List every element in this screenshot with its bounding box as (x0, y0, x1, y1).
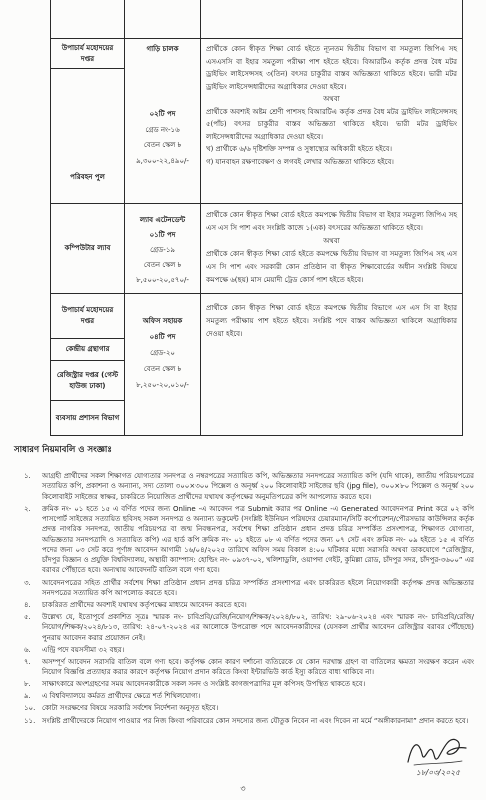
table-continued-cell (50, 0, 125, 39)
pay-scale: ৯,৩০০-২২,৪৯০/- (136, 156, 189, 165)
section-heading: সাধারণ নিয়মাবলি ও সংজ্ঞাঃ (14, 445, 112, 455)
signature-date: ১৮/০৩/২০২৫ (415, 768, 461, 777)
rule-number: ৩. (24, 578, 31, 587)
rule-number: ৫. (24, 613, 31, 622)
post-cell (124, 38, 201, 204)
rule-item (24, 679, 474, 689)
rule-text: সাক্ষাৎকারে অংশগ্রহণের সময় আবেদনকারীকে সকল সনদ ও সংশ্লিষ্ট কাগজপত্রাদির মূল কপিসহ উপস্থিত থাকতে হবে। (42, 680, 366, 689)
office-cell (50, 203, 125, 294)
office-cell (50, 400, 125, 436)
post-grade: গ্রেড নং-১৬ (145, 125, 180, 134)
office-cell (50, 293, 125, 339)
pay-scale-label: বেতন স্কেল ৳ (143, 141, 182, 149)
pay-scale: ৮,৫০০-২০,৫৭০/- (136, 276, 189, 284)
rule-number: ৯. (24, 692, 31, 701)
rule-number: ২. (24, 504, 31, 513)
qualification-cell (200, 38, 463, 204)
pay-scale-label: বেতন স্কেল ৳ (143, 261, 182, 269)
rule-number: ১. (24, 472, 31, 480)
office-name: কেন্দ্রীয় গ্রন্থাগার (65, 345, 110, 353)
qualification-cell (200, 293, 463, 436)
rule-item (24, 703, 474, 713)
office-cell (50, 38, 125, 69)
pay-scale-label: বেতন স্কেল ৳ (143, 365, 182, 373)
post-details (127, 107, 198, 169)
qualification-text: প্রার্থীকে কোন স্বীকৃত শিক্ষা বোর্ড হইতে কমপক্ষে দ্বিতীয় বিভাগ বা ইহার সমতুল্য জিপিএ সহ এস এস সি পাশ এবং সংশ্লিষ্ট কাজে ১(এক) বৎসরের অভিজ্ঞতা থাকিতে হইবে। (206, 211, 457, 232)
office-name: পরিবহন পুল (70, 173, 105, 181)
rule-number: ১১. (24, 716, 36, 725)
rule-text: আবেদনপত্রের সহিত প্রার্থীর সর্বশেষ শিক্ষা প্রতিষ্ঠান প্রধান প্রদত্ত চরিত্র সম্পর্কিত প্রসংশাপত্র এবং চাকরিরত হইলে নিয়োগকারী কর্তৃপক্ষ প্রদত্ত অভিজ্ঞতার সনদপত্রের সত্যায়িত কপি আপলোড করতে হবে। (42, 578, 474, 597)
office-cell (50, 68, 125, 204)
rule-number: ১০. (24, 704, 36, 713)
post-cell (124, 203, 201, 294)
rule-text: ক্রমিক নং- ০১ হতে ১৫ এ বর্ণিত পদের জন্য Online -এ আবেদন পত্র Submit করার পর Online -এ Generated আবেদনপত্র Print করে ০২ কপি পাসপোর্ট সাইজের সত্যায়িত ছবিসহ সকল সনদপত্র ও অন্যান্য ডকুমেন্ট (সংশ্লিষ্ট ইউনিয়ন পরিষদের চেয়ারম্যান/সিটি কর্পোরেশন/পৌরসভার কাউন্সিলর কর্তৃক প্রদত্ত নাগরিক সনদপত্র, জাতীয় পরিচয়পত্র বা জন্ম নিবন্ধনপত্র, সর্বশেষ শিক্ষা প্রতিষ্ঠান প্রধান প্রদত্ত চরিত্র সম্পর্কিত প্রসংশাপত্র, শিক্ষাগত যোগ্যতা, অভিজ্ঞতার সনদপত্রাদি ও সত্যায়িত কপি) এর হার্ড কপি ক্রমিক নং- ০১ হইতে ০৮ এ বর্ণিত পদের জন্য ০৭ সেট এবং ক্রমিক নং- ০৯ হইতে ১৫ এ বর্ণিত পদের জন্য ০৩ সেট করে পূর্ণাঙ্গ আবেদন আগামী ১৬/০৪/২০২৫ তারিখে অফিস সময় বিকাল ৪:০০ ঘটিকার মধ্যে সরাসরি অথবা ডাকযোগে “রেজিস্ট্রার, চাঁদপুর বিজ্ঞান ও প্রযুক্তি বিশ্ববিদ্যালয়, অস্থায়ী ক্যাম্পাস: হোল্ডিং নং- ০৯৩৭-০২, খলিশাডুলি, ওয়াপদা গেইট, কুমিল্লা রোড, চাঁদপুর সদর, চাঁদপুর-৩৬০০” এর বরাবর পৌঁছাতে হবে। অন্যথায় আবেদনটি বাতিল বলে গণ্য হবে। (42, 504, 474, 575)
office-cell (50, 360, 125, 401)
rule-text: সংশ্লিষ্ট প্রার্থীদেরকে নিয়োগ পাওয়ার পর নিজ কিংবা পরিবারের কোন সদস্যের জন্য যৌতুক নিবেন না এবং দিবেন না মর্মে “অঙ্গীকারনামা” প্রদান করতে হবে। (42, 716, 469, 725)
qualification-cell (200, 203, 463, 294)
post-title: অফিস সহায়ক (142, 317, 183, 325)
rule-item (24, 691, 474, 701)
rule-number: ৭. (24, 657, 31, 666)
qualification-or: অথবা (323, 237, 340, 245)
qualification-text: প্রার্থীকে কোন স্বীকৃত শিক্ষা বোর্ড হইতে ন্যূনতম দ্বিতীয় বিভাগ বা সমতুল্য জিপিএ সহ এসএসসি বা ইহার সমতুল্য পরীক্ষা পাশ হইতে হইবে। বিআরটিএ কর্তৃক প্রদত্ত বৈধ মটর ড্রাইভিং লাইসেন্সসহ ৩(তিন) বৎসর চাকুরীর বাস্তব অভিজ্ঞতা থাকিতে হইবে। ভারী মটর ড্রাইভিং লাইসেন্সধারীদের অগ্রাধিকার দেওয়া হইবে। (206, 45, 457, 91)
page-number: ৩ (240, 784, 246, 793)
office-name: রেজিস্ট্রার দপ্তর (গেস্ট হাউজ ঢাকা) (56, 370, 119, 390)
post-cell (124, 293, 201, 436)
rule-text: চাকরিরত প্রার্থীদের অবশ্যই যথাযথ কর্তৃপক্ষের মাধ্যমে আবেদন করতে হবে। (42, 600, 247, 609)
post-count: ০২টি পদ (149, 110, 176, 118)
qualification-text: গ) যানবাহন রক্ষণাবেক্ষণ ও লগবই লেখার অভিজ্ঞতা থাকিতে হইবে। (206, 157, 394, 166)
rule-item (24, 612, 474, 643)
rule-item (24, 471, 474, 502)
post-grade: গ্রেড-২০ (150, 349, 175, 357)
qualification-text: প্রার্থীকে অবশ্যই অষ্টম শ্রেণী পাশসহ বিআরটিএ কর্তৃক প্রদত্ত বৈধ মটর ড্রাইভিং লাইসেন্সসহ ৫(পাঁচ) বৎসর চাকুরীর বাস্তব অভিজ্ঞতা থাকিতে হইবে। ভারী মটর ড্রাইভিং লাইসেন্সধারীদের অগ্রাধিকার দেওয়া হইবে। (206, 107, 457, 141)
post-count: ০১টি পদ (149, 231, 176, 239)
qualification-text: প্রার্থীকে কোন স্বীকৃত শিক্ষা বোর্ড হইতে কমপক্ষে দ্বিতীয় বিভাগ বা সমতুল্য জিপিএ সহ এস এস সি পাশ এবং সরকারী কোন প্রতিষ্ঠান বা স্বীকৃত শিক্ষাবোর্ডের অধীন সংশ্লিষ্ট বিষয়ে কমপক্ষে ৬(ছয়) মাস মেয়াদী ট্রেড কোর্স পাশ হইতে হইবে। (206, 250, 457, 284)
office-name: কম্পিউটার ল্যাব (64, 244, 111, 252)
rule-text: আগ্রহী প্রার্থীদের সকল শিক্ষাগত যোগ্যতার সনদপত্র ও নম্বরপত্রের সত্যায়িত কপি, অভিজ্ঞতার সনদপত্রের সত্যায়িত কপি (যদি থাকে), জাতীয় পরিচয়পত্রের সত্যায়িত কপি, প্রকাশনা ও অন্যান্য, সদ্য তোলা ৩০০×৩০০ পিক্সেল ও অনূর্ধ্ব ২০০ কিলোবাইট সাইজের ছবি (jpg file), ৩০০×৮০ পিক্সেল ও অনূর্ধ্ব ২০০ কিলোবাইট সাইজের স্বাক্ষর, চাকরিতে নিয়োজিত প্রার্থীদের যথাযথ কর্তৃপক্ষের অনুমতিপত্রের কপি আপলোড করতে হবে। (42, 472, 474, 501)
rule-item (24, 600, 474, 610)
rule-text: এ বিশ্ববিদ্যালয়ে কর্মরত প্রার্থীদের ক্ষেত্রে শর্ত শিথিলযোগ্য। (42, 692, 201, 701)
rule-text: কোটা সংরক্ষণের বিষয়ে সরকারি সর্বশেষ নির্দেশনা অনুসৃত হইবে। (42, 704, 219, 713)
office-name: উপাচার্য মহোদয়ের দপ্তর (61, 43, 114, 63)
post-count: ০৪টি পদ (149, 333, 176, 341)
post-title: ল্যাব এটেনডেন্ট (139, 216, 186, 224)
office-name: ব্যবসায় প্রশাসন বিভাগ (55, 413, 120, 422)
qualification-text: প্রার্থীকে কোন স্বীকৃত শিক্ষা বোর্ড হইতে কমপক্ষে দ্বিতীয় বিভাগে এস এস সি বা ইহার সমতুল্য পরীক্ষায় পাশ হইতে হইবে। সংশ্লিষ্ট পদে বাস্তব অভিজ্ঞতা থাকিলে অগ্রাধিকার দেওয়া হইবে। (206, 304, 457, 338)
rule-number: ৪. (24, 600, 31, 609)
qualification-or: অথবা (323, 95, 340, 103)
rule-number: ৮. (24, 680, 31, 689)
post-grade: গ্রেড-১৯ (150, 246, 175, 254)
rule-item (24, 504, 474, 576)
pay-scale: ৮,২৫০-২০,০১০/- (136, 381, 189, 389)
table-continued-cell (124, 0, 201, 39)
rules-list (24, 471, 474, 781)
post-title: গাড়ি চালক (146, 45, 179, 53)
office-name: উপাচার্য মহোদয়ের দপ্তর (61, 306, 114, 325)
rule-item (24, 657, 474, 678)
rule-text: উল্লেখ্য যে, ইতোপূর্বে প্রকাশিত সূত্রঃ স্মারক নং- চাবিপ্রবি/রেজি/নিয়োগ/শিক্ষক/২০২৪/৮০২, তারিখ: ২৯-০৬-২০২৪ এবং স্মারক নং- চাবিপ্রবি/রেজি/নিয়োগ/শিক্ষক/২০২৪/৮১৩, তারিখ: ২৪-০৭-২০২৪ এর আলোকে উপরোক্ত পদে আবেদনকারীদের (যেসকল প্রার্থীর আবেদন রেজিস্ট্রার বরাবর পৌঁছেছে) পুনরায় আবেদন করার প্রয়োজন নেই। (42, 613, 474, 642)
office-cell (50, 338, 125, 361)
rule-item (24, 716, 474, 726)
rule-text: এন্ট্রি পদে বয়সসীমা ৩২ বছর। (42, 645, 125, 654)
table-continued-cell (200, 0, 463, 39)
rule-item (24, 578, 474, 599)
qualification-text: খ) প্রার্থীকে ৬/৬ দৃষ্টিশক্তি সম্পন্ন ও সুস্বাস্থ্যের অধিকারী হইতে হইবে। (206, 145, 392, 153)
rule-number: ৬. (24, 645, 31, 654)
rule-item (24, 645, 474, 655)
rule-text: অসম্পূর্ণ আবেদন সরাসরি বাতিল বলে গণ্য হবে। কর্তৃপক্ষ কোন কারণ দর্শানো ব্যতিরেকে যে কোন দরখাস্ত গ্রহণ বা বাতিলের ক্ষমতা সংরক্ষণ করেন এবং নিয়োগ বিজ্ঞপ্তি প্রত্যাহার করার কারণে কর্তৃপক্ষ নিয়োগ প্রদান করিতে কিংবা ইন্টারভিউ কার্ড ইস্যু করিতে বাধ্য থাকিবে না। (42, 657, 474, 677)
